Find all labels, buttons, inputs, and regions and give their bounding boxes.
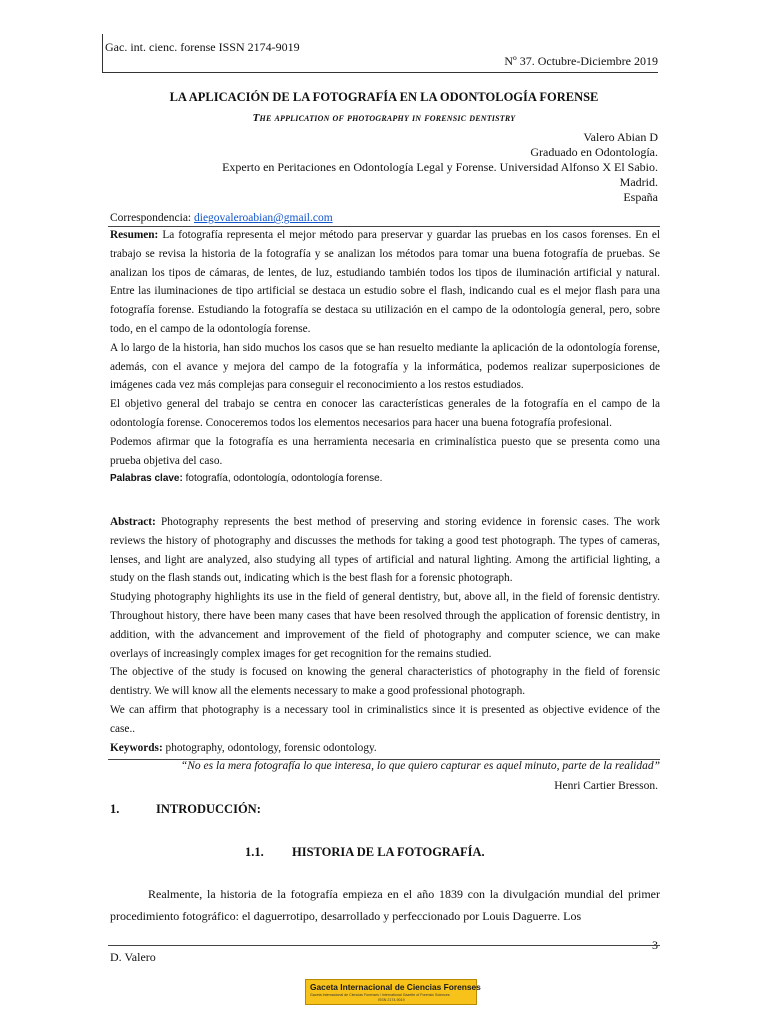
abstract-label: Abstract:	[110, 516, 156, 528]
intro-paragraph: Realmente, la historia de la fotografía empieza en el año 1839 con la divulgación mundial del primer procedimiento fotográfico: el daguerrotipo, desarrollado y perfeccionado por Louis Daguerre. Los	[110, 887, 660, 923]
logo-subtitle: Gaceta Internacional de Ciencias Forenses / International Gazette of Forensic Sciences	[310, 993, 450, 997]
resumen-paragraph: A lo largo de la historia, han sido muchos los casos que se han resuelto mediante la aplicación de la odontología forense, además, con el avance y mejora del campo de la fotografía y la informática, podemos realizar superposiciones de imágenes cada vez más complejas para conseguir el reconocimiento a los restos estudiados.	[110, 341, 660, 392]
resumen-paragraph: Resumen: La fotografía representa el mejor método para preservar y guardar las pruebas en los casos forenses. En el trabajo se revisa la historia de la fotografía y se analizan los métodos para tomar una buena fotografía de pruebas. Se analizan los tipos de cámaras, de lentes, de luz, estudiando también todos los tipos de iluminación artificial y natural. Entre las iluminaciones de tipo artificial se destaca un estudio sobre el flash, indicando cual es el mejor flash para una fotografía forense. Estudiando la fotografía se destaca su utilización en el campo de la odontología general, pero, sobre todo, en el campo de la odontología forense.	[110, 229, 660, 335]
resumen-paragraph: El objetivo general del trabajo se centra en conocer las características generales de la fotografía en el campo de la odontología forense. Conoceremos todos los elementos necesarios para hacer una buena fotografía profesional.	[110, 398, 660, 429]
author-city: Madrid.	[619, 175, 658, 189]
abstract-paragraph: Abstract: Photography represents the best method of preserving and storing evidence in forensic cases. The work reviews the history of photography and discusses the methods for taking a good test photograph. The types of cameras, lenses, and light are analyzed, also studying all types of artificial and natural lighting. Among the artificial lighting, a study on the flash stands out, indicating which is the best flash for a forensic photograph.	[110, 516, 660, 585]
section-number: 1.	[110, 802, 120, 816]
logo-issn: ISSN 2174-9019	[378, 998, 405, 1002]
email-link[interactable]: diegovaleroabian@gmail.com	[194, 212, 333, 224]
journal-logo	[305, 979, 481, 1005]
correspondence	[110, 212, 333, 224]
palabras-clave-label: Palabras clave:	[110, 473, 183, 485]
keywords: Keywords: photography, odontology, forensic odontology.	[110, 741, 377, 754]
author-block	[222, 130, 658, 205]
resumen-label: Resumen:	[110, 229, 159, 241]
author-degree: Graduado en Odontología.	[530, 145, 658, 159]
author-affiliation: Experto en Peritaciones en Odontología Legal y Forense. Universidad Alfonso X El Sabio.	[222, 160, 658, 174]
resumen-paragraph: Podemos afirmar que la fotografía es una herramienta necesaria en criminalística puesto que se presenta como una prueba objetiva del caso.	[110, 435, 660, 467]
palabras-clave: Palabras clave: fotografía, odontología, odontología forense.	[110, 473, 383, 485]
subsection-title: HISTORIA DE LA FOTOGRAFÍA.	[292, 845, 485, 859]
article-subtitle: The application of photography in forensic dentistry	[252, 112, 516, 124]
issue-number: Nº 37. Octubre-Diciembre 2019	[504, 54, 658, 68]
subsection-number: 1.1.	[245, 845, 264, 859]
epigraph-quote: “No es la mera fotografía lo que interesa, lo que quiero capturar es aquel minuto, parte de la realidad”	[180, 760, 660, 772]
abstract-section	[110, 513, 660, 757]
abstract-paragraph: The objective of the study is focused on knowing the general characteristics of photography in the field of forensic dentistry. We will know all the elements necessary to make a good professional photograph.	[110, 666, 660, 698]
subsection-heading	[245, 845, 485, 860]
resumen-section	[110, 226, 660, 489]
article-title: LA APLICACIÓN DE LA FOTOGRAFÍA EN LA ODONTOLOGÍA FORENSE	[169, 90, 599, 104]
footer-author: D. Valero	[110, 950, 156, 964]
header-rule-vertical	[102, 34, 103, 72]
intro-body	[110, 883, 660, 927]
logo-title: Gaceta Internacional de Ciencias Forenses	[310, 982, 481, 992]
epigraph-author: Henri Cartier Bresson.	[554, 780, 658, 792]
section-title: INTRODUCCIÓN:	[156, 802, 261, 816]
footer-rule	[108, 945, 660, 946]
correspondence-label: Correspondencia:	[110, 212, 192, 224]
journal-citation: Gac. int. cienc. forense ISSN 2174-9019	[105, 40, 300, 54]
author-name: Valero Abian D	[583, 130, 658, 144]
keywords-label: Keywords:	[110, 741, 163, 754]
abstract-paragraph: We can affirm that photography is a necessary tool in criminalistics since it is presented as objective evidence of the case..	[110, 703, 660, 735]
abstract-paragraph: Studying photography highlights its use in the field of general dentistry, but, above all, in the field of forensic dentistry. Throughout history, there have been many cases that have been resolved through the application of forensic dentistry, in addition, with the advancement and improvement of the field of photography and computer science, we can make overlays of increasingly complex images for get recognition for the remains studied.	[110, 591, 660, 660]
section-heading	[110, 802, 261, 817]
header-rule	[102, 72, 658, 73]
author-country: España	[623, 190, 658, 204]
